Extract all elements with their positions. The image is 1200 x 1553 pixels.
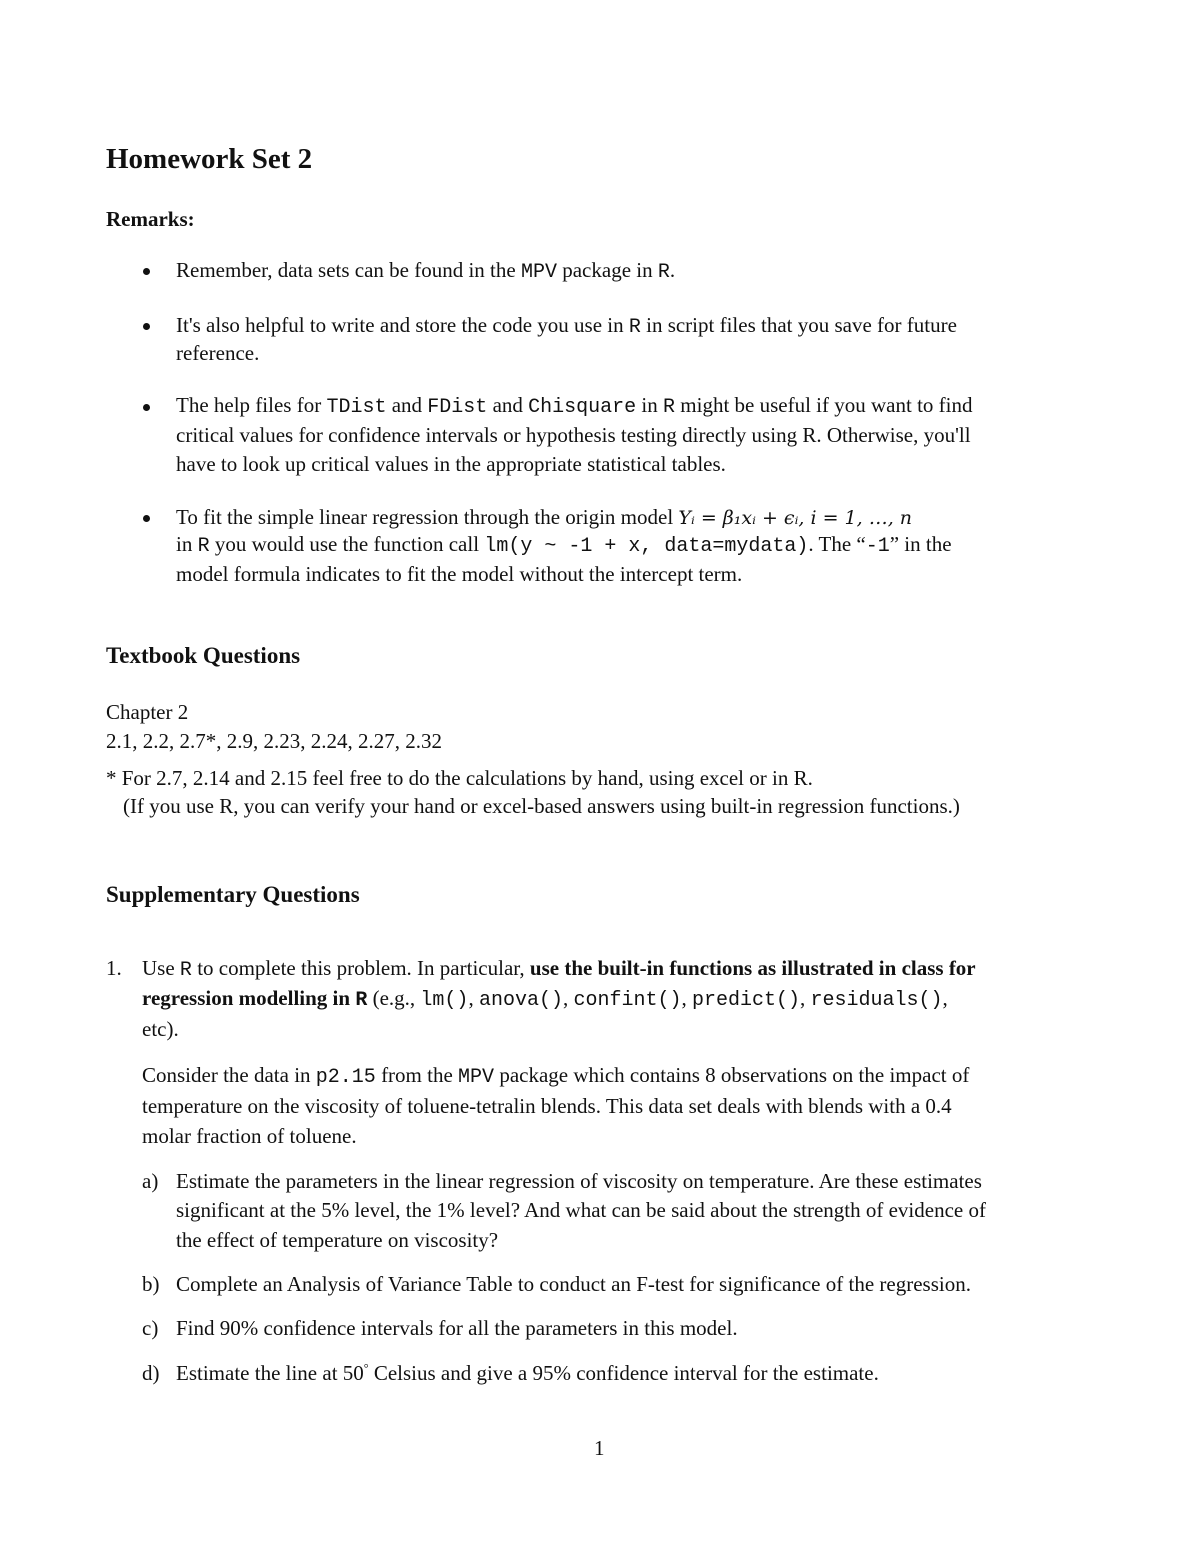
code-predict: predict() (691, 989, 801, 1012)
separator: , (800, 986, 811, 1010)
part-c-label: c) (142, 1316, 159, 1340)
part-a-line1: Estimate the parameters in the linear regression of viscosity on temperature. Are these estimates (176, 1169, 982, 1193)
question-1-para-line2: temperature on the viscosity of toluene-tetralin blends. This data set deals with blends with a 0.4 (142, 1094, 952, 1118)
bullet-dot (143, 323, 150, 330)
remarks-heading: Remarks: (106, 207, 195, 231)
remark-item-3-line2: critical values for confidence intervals or hypothesis testing directly using R. Otherwise, you'll (176, 423, 971, 447)
remark-item-2 (176, 313, 957, 339)
question-text: to complete this problem. In particular, (191, 956, 530, 980)
separator: , (942, 986, 948, 1010)
part-c-line1: Find 90% confidence intervals for all the parameters in this model. (176, 1316, 738, 1340)
code-r-bold: R (355, 989, 368, 1012)
question-text: Consider the data in (142, 1063, 316, 1087)
remark-text: and (386, 393, 428, 417)
part-d-label: d) (142, 1361, 160, 1385)
code-residuals: residuals() (810, 989, 943, 1012)
remark-text: To fit the simple linear regression through the origin model (176, 505, 679, 529)
remark-item-4-line2 (176, 532, 952, 558)
separator: , (468, 986, 479, 1010)
code-r: R (628, 316, 641, 339)
regression-formula: Yᵢ = β₁xᵢ + ϵᵢ, i = 1, …, n (678, 507, 913, 529)
code-lm-call: lm(y ~ -1 + x, data=mydata) (484, 535, 809, 558)
remark-text: and (487, 393, 529, 417)
remark-text: ” in the (889, 532, 952, 556)
remark-text: It's also helpful to write and store the code you use in (176, 313, 629, 337)
page-title: Homework Set 2 (106, 143, 313, 175)
supplementary-heading: Supplementary Questions (106, 882, 360, 907)
code-lm: lm() (420, 989, 469, 1012)
remark-text: package in (556, 258, 658, 282)
code-anova: anova() (478, 989, 563, 1012)
question-1-line2 (142, 986, 948, 1012)
part-b-line1: Complete an Analysis of Variance Table to conduct an F-test for significance of the regression. (176, 1272, 971, 1296)
bullet-dot (143, 268, 150, 275)
question-text: from the (375, 1063, 459, 1087)
question-bold-text: use the built-in functions as illustrated in class for (529, 956, 976, 980)
code-p2-15: p2.15 (315, 1066, 376, 1089)
code-r: R (179, 959, 192, 982)
code-fdist: FDist (427, 396, 488, 419)
question-text: package which contains 8 observations on the impact of (494, 1063, 970, 1087)
textbook-heading: Textbook Questions (106, 643, 301, 668)
code-mpv: MPV (458, 1066, 495, 1089)
bullet-dot (143, 404, 150, 411)
part-text: Estimate the line at 50 (176, 1361, 364, 1385)
separator: , (681, 986, 692, 1010)
part-d-line1 (176, 1361, 879, 1386)
footnote-line-2: (If you use R, you can verify your hand or excel-based answers using built-in regression functions.) (123, 794, 960, 818)
degree-symbol: ° (363, 1361, 369, 1375)
bullet-dot (143, 515, 150, 522)
question-1-para-line1 (142, 1063, 969, 1089)
code-confint: confint() (573, 989, 682, 1012)
part-text: Celsius and give a 95% confidence interval for the estimate. (368, 1361, 879, 1385)
remark-item-1 (176, 258, 675, 284)
code-r: R (197, 535, 210, 558)
code-r: R (657, 261, 670, 284)
part-a-label: a) (142, 1169, 159, 1193)
remark-text: might be useful if you want to find (675, 393, 973, 417)
remark-item-4-line3: model formula indicates to fit the model without the intercept term. (176, 562, 743, 586)
remark-text: in script files that you save for future (640, 313, 957, 337)
part-a-line3: the effect of temperature on viscosity? (176, 1228, 499, 1252)
question-1-line1 (142, 956, 976, 982)
code-chisquare: Chisquare (528, 396, 637, 419)
code-mpv: MPV (520, 261, 557, 284)
remark-text: you would use the function call (209, 532, 485, 556)
part-b-label: b) (142, 1272, 160, 1296)
code-r: R (663, 396, 676, 419)
remark-item-4 (176, 505, 912, 530)
remark-text: . (669, 258, 676, 282)
question-1-para-line3: molar fraction of toluene. (142, 1124, 357, 1148)
remark-text: in (636, 393, 664, 417)
part-a-line2: significant at the 5% level, the 1% level? And what can be said about the strength of evidence of (176, 1198, 986, 1222)
remark-item-3-line3: have to look up critical values in the appropriate statistical tables. (176, 452, 726, 476)
remark-text: . The “ (808, 532, 866, 556)
question-1-line3: etc). (142, 1017, 179, 1041)
remark-text: Remember, data sets can be found in the (176, 258, 521, 282)
remark-item-3 (176, 393, 973, 419)
code-tdist: TDist (326, 396, 387, 419)
remark-item-2-line2: reference. (176, 341, 260, 365)
footnote-line-1: * For 2.7, 2.14 and 2.15 feel free to do the calculations by hand, using excel or in R. (106, 766, 813, 790)
separator: , (562, 986, 574, 1010)
chapter-label: Chapter 2 (106, 700, 189, 724)
question-text: (e.g., (367, 986, 421, 1010)
page-number: 1 (594, 1436, 605, 1460)
question-number: 1. (106, 956, 122, 980)
code-minus-one: -1 (865, 535, 890, 558)
question-text: Use (142, 956, 180, 980)
remark-text: in (176, 532, 198, 556)
question-bold-text: regression modelling in (142, 986, 356, 1010)
remark-text: The help files for (176, 393, 327, 417)
chapter-questions: 2.1, 2.2, 2.7*, 2.9, 2.23, 2.24, 2.27, 2.32 (106, 729, 442, 753)
